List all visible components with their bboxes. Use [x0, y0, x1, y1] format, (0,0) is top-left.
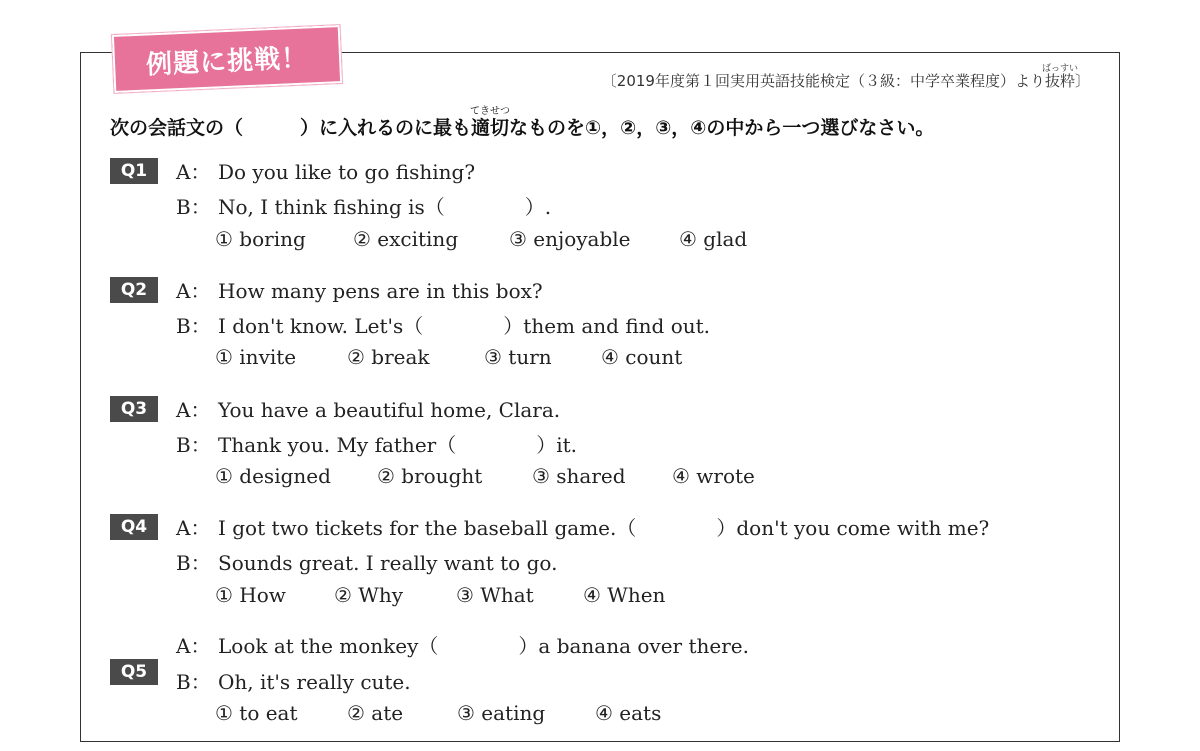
speaker-label: A： — [176, 279, 211, 303]
choice-1: ① invite — [215, 345, 297, 369]
question-label: Q5 — [110, 659, 158, 685]
choice-1: ① designed — [215, 464, 331, 488]
choice-4: ④ eats — [595, 701, 662, 725]
choice-1: ① to eat — [215, 701, 298, 725]
speaker-label: B： — [176, 195, 211, 219]
choice-2: ② Why — [334, 583, 404, 607]
question-2 — [110, 275, 1070, 385]
choice-2: ② ate — [347, 701, 404, 725]
choice-4: ④ count — [601, 345, 683, 369]
dialogue-line-b — [176, 547, 557, 576]
choice-1: ① How — [215, 583, 286, 607]
source-ruby — [1041, 64, 1078, 91]
dialogue-text: Do you like to go fishing? — [218, 160, 476, 184]
dialogue-text: Oh, it's really cute. — [218, 670, 411, 694]
question-4 — [110, 512, 1070, 622]
choice-list — [215, 345, 682, 369]
dialogue-line-b — [176, 666, 411, 695]
speaker-label: A： — [176, 634, 211, 658]
instruction-ruby-reading: てきせつ — [470, 106, 511, 117]
choice-4: ④ wrote — [672, 464, 755, 488]
choice-list — [215, 227, 747, 251]
choice-2: ② exciting — [353, 227, 459, 251]
question-5 — [110, 630, 1070, 740]
dialogue-line-a — [176, 394, 560, 423]
dialogue-text: Look at the monkey（ ）a banana over there. — [218, 634, 749, 658]
dialogue-line-b — [176, 310, 710, 339]
question-label: Q2 — [110, 277, 158, 303]
question-label: Q1 — [110, 158, 158, 184]
dialogue-text: No, I think fishing is（ ）. — [218, 195, 552, 219]
choice-3: ③ shared — [532, 464, 626, 488]
speaker-label: B： — [176, 433, 211, 457]
choice-3: ③ enjoyable — [509, 227, 631, 251]
instruction-ruby — [470, 106, 511, 140]
source-text-before: 〔2019年度第１回実用英語技能検定（３級：中学卒業程度）より — [601, 72, 1045, 90]
dialogue-text: How many pens are in this box? — [218, 279, 543, 303]
speaker-label: B： — [176, 314, 211, 338]
question-1 — [110, 156, 1070, 266]
instruction-after: なものを①，②，③，④の中から一つ選びなさい。 — [509, 117, 935, 139]
choice-list — [215, 701, 661, 725]
speaker-label: A： — [176, 398, 211, 422]
question-label: Q3 — [110, 396, 158, 422]
source-text-after: 〕 — [1074, 72, 1090, 90]
speaker-label: A： — [176, 160, 211, 184]
choice-list — [215, 583, 665, 607]
choice-3: ③ turn — [484, 345, 552, 369]
question-3 — [110, 394, 1070, 504]
dialogue-text: You have a beautiful home, Clara. — [218, 398, 561, 422]
instruction-ruby-base: 適切 — [471, 117, 510, 139]
speaker-label: A： — [176, 516, 211, 540]
question-label: Q4 — [110, 514, 158, 540]
instruction-text — [110, 106, 935, 140]
source-ruby-base: 抜粋 — [1044, 72, 1075, 90]
choice-list — [215, 464, 755, 488]
choice-1: ① boring — [215, 227, 306, 251]
source-ruby-reading: ばっすい — [1041, 64, 1078, 74]
choice-4: ④ When — [583, 583, 666, 607]
choice-3: ③ eating — [457, 701, 546, 725]
speaker-label: B： — [176, 670, 211, 694]
instruction-before: 次の会話文の（ ）に入れるのに最も — [110, 117, 472, 139]
speaker-label: B： — [176, 551, 211, 575]
source-citation — [601, 64, 1090, 91]
choice-2: ② brought — [377, 464, 483, 488]
dialogue-text: I don't know. Let's（ ）them and find out. — [218, 314, 711, 338]
dialogue-text: Sounds great. I really want to go. — [218, 551, 558, 575]
dialogue-line-b — [176, 191, 551, 220]
dialogue-text: I got two tickets for the baseball game.（ ）don't you come with me? — [218, 516, 990, 540]
choice-3: ③ What — [456, 583, 534, 607]
dialogue-line-a — [176, 156, 475, 185]
dialogue-text: Thank you. My father（ ）it. — [218, 433, 578, 457]
choice-2: ② break — [347, 345, 430, 369]
dialogue-line-b — [176, 429, 577, 458]
choice-4: ④ glad — [679, 227, 748, 251]
exercise-banner: 例題に挑戦！ — [112, 25, 342, 93]
dialogue-line-a — [176, 512, 989, 541]
dialogue-line-a — [176, 275, 543, 304]
dialogue-line-a — [176, 630, 749, 659]
